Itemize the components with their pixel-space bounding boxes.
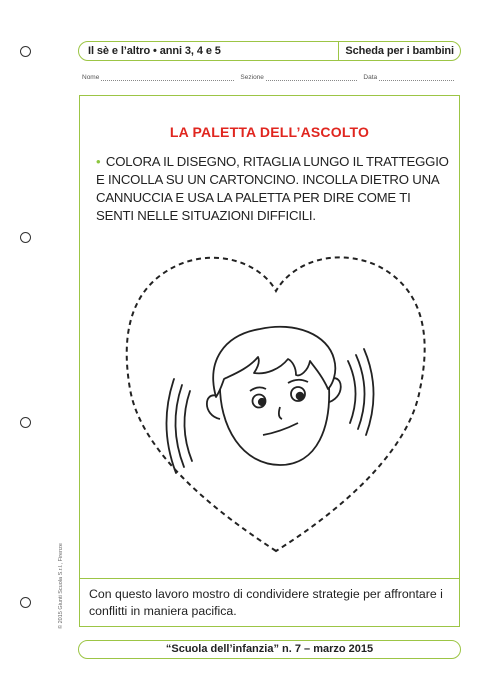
binder-hole-upper-middle: [20, 232, 31, 243]
heart-drawing: [120, 251, 432, 556]
student-fields: [82, 74, 454, 81]
worksheet-instruction: [96, 153, 449, 225]
binder-hole-lower-middle: [20, 417, 31, 428]
footer-bar: [78, 640, 461, 659]
worksheet-frame: [79, 95, 460, 627]
note-divider: [80, 578, 459, 579]
worksheet-title: LA PALETTA DELL’ASCOLTO: [169, 124, 370, 140]
sound-waves-left: [166, 379, 192, 473]
child-face: [207, 327, 341, 465]
bullet-icon: •: [96, 154, 101, 169]
copyright-text: © 2015 Giunti Scuola S.r.l., Firenze: [58, 543, 64, 629]
worksheet-note: Con questo lavoro mostro di condividere strategie per affrontare i conflitti in maniera pacifica.: [89, 587, 443, 618]
footer-text: “Scuola dell’infanzia” n. 7 – marzo 2015: [165, 643, 374, 655]
date-label: Data: [363, 74, 378, 81]
binder-hole-top: [20, 46, 31, 57]
header-bar: [78, 41, 461, 61]
date-field[interactable]: [379, 74, 454, 81]
header-label: Scheda per i bambini: [338, 42, 460, 60]
section-label: Sezione: [240, 74, 264, 81]
header-subject: Il sè e l’altro • anni 3, 4 e 5: [88, 45, 221, 57]
binder-hole-bottom: [20, 597, 31, 608]
section-field[interactable]: [266, 74, 357, 81]
name-label: Nome: [82, 74, 100, 81]
name-field[interactable]: [101, 74, 234, 81]
sound-waves-right: [348, 349, 374, 435]
instruction-text: COLORA IL DISEGNO, RITAGLIA LUNGO IL TRATTEGGIO E INCOLLA SU UN CARTONCINO. INCOLLA DIETRO UNA CANNUCCIA E USA LA PALETTA PER DIRE COME TI SENTI NELLE SITUAZIONI DIFFICILI.: [96, 154, 449, 223]
